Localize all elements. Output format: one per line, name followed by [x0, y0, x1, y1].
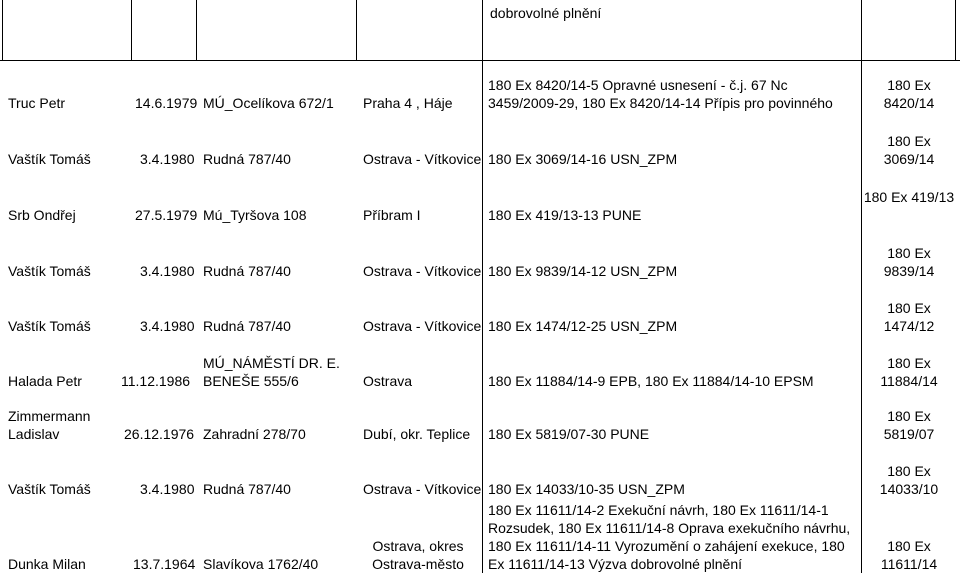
- address-cell: Rudná 787/40: [203, 318, 291, 334]
- address-cell: MÚ_NÁMĚSTÍ DR. E. BENEŠE 555/6: [203, 355, 340, 389]
- dob-cell: 14.6.1979: [135, 95, 198, 111]
- col-divider: [356, 0, 357, 60]
- dob-cell: 3.4.1980: [140, 263, 195, 279]
- top-fragment-text: dobrovolné plnění: [490, 5, 602, 21]
- reference-cell: 180 Ex 419/13: [863, 189, 955, 205]
- name-cell: Halada Petr: [8, 373, 82, 389]
- city-cell: Ostrava - Vítkovice: [363, 318, 482, 334]
- name-cell: Vaštík Tomáš: [8, 151, 91, 167]
- address-cell: Mú_Tyršova 108: [203, 207, 307, 223]
- city-cell: Ostrava, okres Ostrava-město: [372, 538, 464, 572]
- document-cell: 180 Ex 11611/14-2 Exekuční návrh, 180 Ex 11611/14-1 Rozsudek, 180 Ex 11611/14-8 Oprava exekučního návrhu, 180 Ex 11611/14-11 Vyrozumění o zahájení exekuce, 180 Ex 11611/14-13 Výzva dobrovolné plnění: [488, 502, 851, 572]
- address-cell: Rudná 787/40: [203, 481, 291, 497]
- document-cell: 180 Ex 5819/07-30 PUNE: [488, 426, 650, 442]
- reference-cell: 180 Ex 3069/14: [883, 133, 935, 167]
- reference-cell: 180 Ex 1474/12: [883, 300, 935, 334]
- address-cell: MÚ_Ocelíkova 672/1: [203, 95, 334, 111]
- dob-cell: 26.12.1976: [124, 426, 195, 442]
- row-divider: [0, 60, 960, 61]
- city-cell: Ostrava: [363, 373, 413, 389]
- document-cell: 180 Ex 3069/14-16 USN_ZPM: [488, 151, 678, 167]
- reference-cell: 180 Ex 8420/14: [883, 77, 935, 111]
- name-cell: Srb Ondřej: [8, 207, 76, 223]
- reference-cell: 180 Ex 11611/14: [880, 538, 938, 572]
- name-cell: Vaštík Tomáš: [8, 263, 91, 279]
- dob-cell: 3.4.1980: [140, 481, 195, 497]
- address-cell: Slavíkova 1762/40: [203, 556, 319, 572]
- col-divider: [955, 0, 956, 60]
- document-cell: 180 Ex 9839/14-12 USN_ZPM: [488, 263, 678, 279]
- city-cell: Praha 4 , Háje: [363, 95, 453, 111]
- city-cell: Ostrava - Vítkovice: [363, 481, 482, 497]
- name-cell: Vaštík Tomáš: [8, 481, 91, 497]
- document-cell: 180 Ex 419/13-13 PUNE: [488, 207, 642, 223]
- name-cell: Vaštík Tomáš: [8, 318, 91, 334]
- dob-cell: 13.7.1964: [133, 556, 196, 572]
- city-cell: Ostrava - Vítkovice: [363, 263, 482, 279]
- name-cell: Truc Petr: [8, 95, 66, 111]
- col-divider: [2, 0, 3, 60]
- name-cell: Dunka Milan: [8, 556, 86, 572]
- dob-cell: 27.5.1979: [135, 207, 198, 223]
- reference-cell: 180 Ex 5819/07: [883, 408, 935, 442]
- reference-cell: 180 Ex 14033/10: [879, 463, 939, 497]
- reference-cell: 180 Ex 11884/14: [880, 355, 938, 389]
- name-cell: Zimmermann Ladislav: [8, 408, 91, 442]
- address-cell: Rudná 787/40: [203, 263, 291, 279]
- city-cell: Ostrava - Vítkovice: [363, 151, 482, 167]
- city-cell: Příbram I: [363, 207, 421, 223]
- document-cell: 180 Ex 8420/14-5 Opravné usnesení - č.j. 67 Nc 3459/2009-29, 180 Ex 8420/14-14 Přípis pro povinného: [488, 77, 833, 111]
- city-cell: Dubí, okr. Teplice: [363, 426, 471, 442]
- col-divider: [196, 0, 197, 60]
- dob-cell: 11.12.1986: [121, 373, 191, 389]
- address-cell: Rudná 787/40: [203, 151, 291, 167]
- document-cell: 180 Ex 14033/10-35 USN_ZPM: [488, 481, 685, 497]
- col-divider: [131, 0, 132, 60]
- reference-cell: 180 Ex 9839/14: [883, 245, 935, 279]
- document-cell: 180 Ex 1474/12-25 USN_ZPM: [488, 318, 678, 334]
- document-cell: 180 Ex 11884/14-9 EPB, 180 Ex 11884/14-10 EPSM: [488, 373, 814, 389]
- dob-cell: 3.4.1980: [140, 318, 195, 334]
- col-divider: [482, 0, 483, 573]
- dob-cell: 3.4.1980: [140, 151, 195, 167]
- address-cell: Zahradní 278/70: [203, 426, 306, 442]
